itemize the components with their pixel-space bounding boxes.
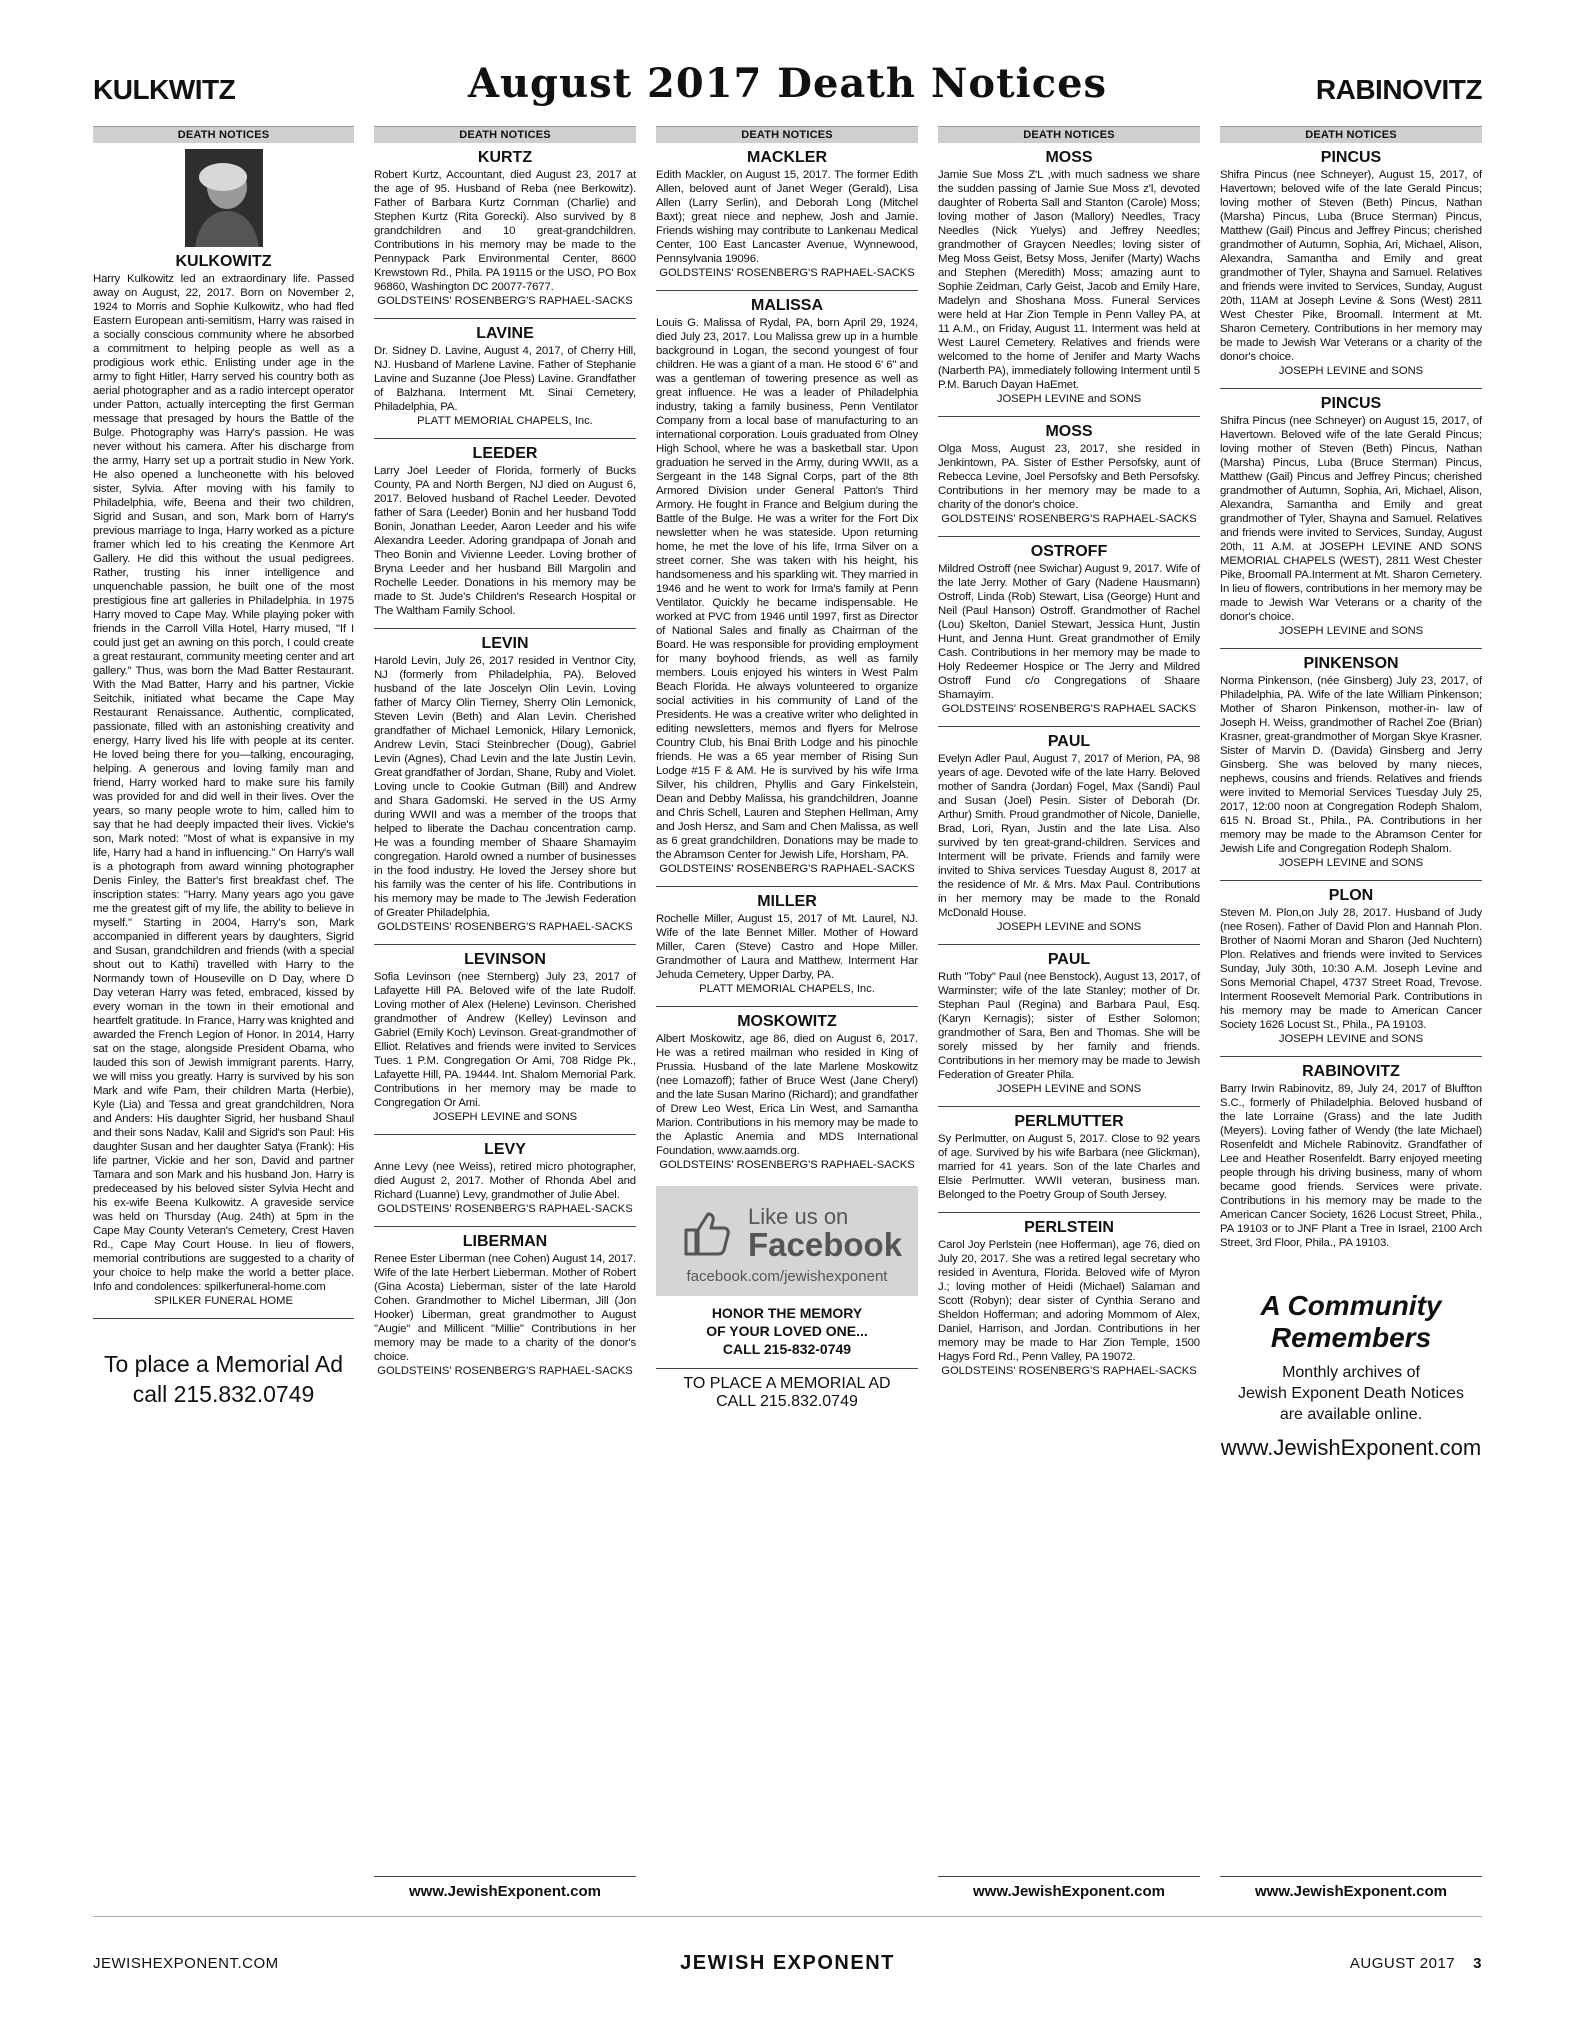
notice-name: PINKENSON — [1303, 655, 1399, 672]
notice-body: Anne Levy (nee Weiss), retired micro photographer, died August 2, 2017. Mother of Rhonda Abel and Richard (Luanne) Levy, grandmother of Julie Abel. — [374, 1161, 636, 1201]
divider — [374, 318, 636, 319]
funeral-home: JOSEPH LEVINE and SONS — [1278, 625, 1424, 637]
section-label: DEATH NOTICES — [93, 126, 354, 143]
community-url[interactable]: www.JewishExponent.com — [1220, 1435, 1482, 1460]
notice-body: Evelyn Adler Paul, August 7, 2017 of Merion, PA, 98 years of age. Devoted wife of the late Harry. Beloved mother of Sandra (Jordan) Fogel, Max (Sandi) Paul and Susan (Joel) Pesin. Sister of Deborah (Dr. Arthur) Smith. Proud grandmother of Nicole, Danielle, Brad, Lori, Ryan, Justin and the late Lisa. Also survived by ten great-grand-children. Services and Interment will be private. Friends and family were invited to Shiva services Tuesday August 8, 2017 at the residence of Mr. & Mrs. Max Paul. Contributions in her memory may be made to the Ronald McDonald House. — [938, 753, 1200, 919]
death-notice — [656, 1013, 918, 1172]
column-5 — [1220, 126, 1482, 1900]
footer-site: JEWISHEXPONENT.COM — [93, 1955, 279, 1972]
place-memorial-ad — [656, 1375, 918, 1411]
website-link[interactable]: www.JewishExponent.com — [973, 1883, 1165, 1900]
divider — [1220, 1056, 1482, 1057]
community-sub-line: Jewish Exponent Death Notices — [1238, 1385, 1464, 1402]
thumbs-up-icon — [682, 1206, 734, 1258]
facebook-like-text: Like us on — [748, 1204, 849, 1229]
funeral-home: GOLDSTEINS' ROSENBERG'S RAPHAEL-SACKS — [659, 1159, 915, 1171]
footer-publication: JEWISH EXPONENT — [680, 1952, 895, 1974]
death-notice — [938, 1113, 1200, 1202]
column-4 — [938, 126, 1200, 1900]
death-notice — [656, 149, 918, 280]
community-title-line: Remembers — [1270, 1322, 1432, 1353]
notice-body: Sy Perlmutter, on August 5, 2017. Close to 92 years of age. Survived by his wife Barbara (nee Glickman), married for 41 years. Son of the late Charles and Elsie Perlmutter. WWII veteran, business man. Belonged to the Poetry Group of South Jersey. — [938, 1133, 1200, 1201]
section-label: DEATH NOTICES — [1220, 126, 1482, 143]
funeral-home: GOLDSTEINS' ROSENBERG'S RAPHAEL SACKS — [941, 703, 1197, 715]
death-notice — [374, 325, 636, 428]
community-sub-line: Monthly archives of — [1282, 1364, 1420, 1381]
notice-body: Shifra Pincus (nee Schneyer) on August 15, 2017, of Havertown. Beloved wife of the late Gerald Pincus; loving mother of Steven (Beth) Pincus, Nathan (Marsha) Pincus, Luba (Bruce Sterman) Pincus, Matthew (Gail) Pincus and Jeffrey Pincus; cherished grandmother of Autumn, Sophia, Ari, Michael, Alison, Alexandra, Samantha and Emily and great grandmother of Tyler, Shayna and Samuel. Relatives and friends were invited to Services, Sunday, August 20th, 11 A.M. at JOSEPH LEVINE AND SONS MEMORIAL CHAPELS (WEST), 2811 West Chester Pike, Broomall PA.Interment at Mt. Sharon Cemetery. In lieu of flowers, contributions in her memory may be made to Jewish War Veterans or a charity of the donor's choice. — [1220, 415, 1482, 623]
notice-body: Harry Kulkowitz led an extraordinary life. Passed away on August, 22, 2017. Born on November 2, 1924 to Morris and Sophie Kulkowitz, who had fled Eastern European anti-semitism, Harry was raised in a socially conscious community where he absorbed a commitment to helping people as well as a prodigious work ethic. Enlisting under age in the army to fight Hitler, Harry served his country both as aerial photographer and as a radio intercept operator under Patton, actually intercepting the first German message that presaged by hours the Battle of the Bulge. Photography was Harry's passion. He was never without his camera. After his discharge from the army, Harry set up a portrait studio in New York. He also opened a luncheonette with his beloved sister, Sylvia. After moving with his family to Philadelphia, wife, Beena and their two children, Sigrid and Susan, and son, Mark born of Harry's previous marriage to Inga, Harry worked as a picture framer which led to his creating the Kenmore Art Gallery. He did this without the usual pedigrees. Rather, trusting his inner intelligence and unquenchable passion, he built one of the most prestigious fine art galleries in Philadelphia. In 1975 Harry moved to Cape May. While playing poker with friends in the Carroll Villa Hotel, Harry mused, "If I could just get an awning on this porch, I could create a great restaurant, community meeting center and art gallery." Thus, was born the Mad Batter Restaurant. With the Mad Batter, Harry and his partner, Vickie Seitchik, initiated what became the Cape May Restaurant Renaissance. Authentic, complicated, passionate, filled with an astonishing creativity and energy, Harry lived his life with people at its center. He loved being there for you—talking, encouraging, helping. A generous and loving family man and friend, Harry worked hard to make sure his family was provided for and did well in their lives. Over the years, so many people wrote to him, called him to say that he had deeply impacted their lives. Vickie's son, Mark noted: "Most of what is expansive in my life, Harry had a hand in influencing." On Harry's wall is a photograph from award winning photographer Denis Finley, the Batter's first breakfast chef. The inscription states: "Harry. Many years ago you gave me the greatest gift of my life, the ability to believe in myself." Starting in 2004, Harry's son, Mark accompanied in different years by daughters, Sigrid and Susan, grandchildren and friends (with a special shout out to Kathi) travelled with Harry to the Normandy town of Houseville on D Day, where D Day veteran Harry was feted, embraced, kissed by every woman in the town in their emotional and heartfelt gratitude. In France, Harry was knighted and awarded the French Legion of Honor. In 2014, Harry sat on the stage, alongside President Obama, who lauded this son of Jewish immigrant parents. Harry, we will miss you greatly. Harry is survived by his son Mark and wife Pam, their children Marta (Herbie), Kyle (Lia) and Tessa and great grandchildren, Nora and Anders: His daughter Sigrid, her husband Shaul and their sons Nadav, Kalil and Sigrid's son Paul: His daughter Susan and her daughter Satya (Frank): His life partner, Vickie and her son, David and partner Tamara and son Mark and his husband Jon. Harry is predeceased by his beloved sister Sylvia Hecht and his ex-wife Beena Kulkowitz. A graveside service was held on Thursday (Aug. 24th) at 5pm in the Cape May County Veteran's Cemetery, Crest Haven Rd., Cape May Court House. In lieu of flowers, memorial contributions are suggested to a charity of your choice to help make the world a better place. Info and condolences: spilkerfuneral-home.com — [93, 273, 354, 1293]
place-ad-line: TO PLACE A MEMORIAL AD — [683, 1375, 891, 1392]
funeral-home: JOSEPH LEVINE and SONS — [1278, 365, 1424, 377]
notice-name: PAUL — [1047, 951, 1091, 968]
death-notice — [938, 423, 1200, 526]
divider — [1220, 388, 1482, 389]
divider — [938, 416, 1200, 417]
death-notice — [374, 445, 636, 618]
divider — [374, 628, 636, 629]
column-3 — [656, 126, 918, 1900]
divider — [938, 536, 1200, 537]
memorial-ad — [93, 1349, 354, 1409]
notice-body: Rochelle Miller, August 15, 2017 of Mt. Laurel, NJ. Wife of the late Bennet Miller. Mother of Howard Miller, Caren (Steve) Castro and Hope Miller. Grandmother of Laura and Matthew. Interment Har Jehuda Cemetery, Upper Darby, PA. — [656, 913, 918, 981]
notice-name: PAUL — [1047, 733, 1091, 750]
notice-body: Albert Moskowitz, age 86, died on August 6, 2017. He was a retired mailman who resided in King of Prussia. Husband of the late Marlene Moskowitz (nee Lomazoff); father of Bruce West (Jane Cheryl) and the late Susan Marino (Richard); and grandfather of Drew Leo West, Erica Lin West, and Samantha Marion. Contributions in his memory may be made to the Aplastic Anemia and MDS International Foundation, www.aamds.org. — [656, 1033, 918, 1157]
funeral-home: JOSEPH LEVINE and SONS — [996, 921, 1142, 933]
funeral-home: GOLDSTEINS' ROSENBERG'S RAPHAEL-SACKS — [941, 1365, 1197, 1377]
death-notice — [1220, 395, 1482, 638]
notice-name: PINCUS — [1320, 395, 1382, 412]
header-left-name: KULKWITZ — [93, 74, 236, 105]
divider — [374, 1226, 636, 1227]
honor-phone: CALL 215-832-0749 — [722, 1341, 852, 1357]
divider — [93, 1318, 354, 1319]
death-notice — [374, 1141, 636, 1216]
divider — [938, 726, 1200, 727]
funeral-home: JOSEPH LEVINE and SONS — [1278, 1033, 1424, 1045]
funeral-home: GOLDSTEINS' ROSENBERG'S RAPHAEL-SACKS — [377, 1365, 633, 1377]
memorial-ad-line: To place a Memorial Ad — [103, 1351, 344, 1377]
divider — [374, 1134, 636, 1135]
notice-body: Carol Joy Perlstein (nee Hofferman), age 76, died on July 20, 2017. She was a retired legal secretary who resided in Aventura, Florida. Beloved wife of Myron J.; loving mother of Heidi (Michael) Salaman and Scott (Robyn); dear sister of Cynthia Serano and Sheldon Hofferman; and adoring Mommom of Alex, Daniel, Harrison, and Jordan. Contributions in her memory may be made to Har Zion Temple, 1500 Hagys Ford Rd., Penn Valley, PA 19072. — [938, 1239, 1200, 1363]
notice-name: PINCUS — [1320, 149, 1382, 166]
community-remembers-ad — [1220, 1290, 1482, 1461]
portrait-photo — [185, 149, 263, 247]
death-notice — [93, 253, 354, 1308]
notice-body: Harold Levin, July 26, 2017 resided in Ventnor City, NJ (formerly from Philadelphia, PA). Beloved husband of the late Joscelyn Olin Levin. Loving father of Marcy Olin Tierney, Sherry Olin Lemonick, Steven Levin (Beth) and Alan Levin. Cherished grandfather of Michael Lemonick, Hilary Lemonick, Andrew Levin, Staci Steinbrecher (Doug), Gabriel Levin (Agnes), Chad Levin and the late Justin Levin. Great grandfather of Jordan, Shane, Ruby and Violet. Loving uncle to Cookie Gutman (Bill) and Andrew and Shara Gadomski. He served in the US Army during WWII and was a member of the troops that helped to liberate the Dachau concentration camp. He was a founding member of Shaare Shamayim congregation. Harold owned a number of businesses in the food industry. He loved the Jersey shore but his family was the center of his life. Contributions in his memory may be made to The Jewish Federation of Greater Philadelphia. — [374, 655, 636, 919]
notice-body: Mildred Ostroff (nee Swichar) August 9, 2017. Wife of the late Jerry. Mother of Gary (Nadene Hausmann) Ostroff, Linda (Rob) Stewart, Lisa (George) Hunt and Neil (Paul Hanson) Ostroff. Grandmother of Rachel (Lou) Skelton, Daniel Stewart, Jessica Hunt, Justin Hunt, and Jenna Hunt. Great grandmother of Emily Cash. Contributions in her memory may be made to Holy Redeemer Hospice or The Jerry and Mildred Ostroff Fund c/o Congregations of Shaare Shamayim. — [938, 563, 1200, 701]
death-notice — [1220, 655, 1482, 870]
death-notice — [1220, 1063, 1482, 1250]
divider — [938, 944, 1200, 945]
notice-body: Ruth "Toby" Paul (nee Benstock), August 13, 2017, of Warminster; wife of the late Stanley; mother of Dr. Stephan Paul (Regina) and Barbara Paul, Esq. (Karyn Kernagis); sister of Esther Solomon; grandmother of Sara, Ben and Thomas. She will be sorely missed by her family and friends. Contributions in her memory may be made to Jewish Federation of Greater Phila. — [938, 971, 1200, 1081]
notice-name: KULKOWITZ — [175, 253, 272, 270]
community-title-line: A Community — [1260, 1290, 1442, 1321]
funeral-home: GOLDSTEINS' ROSENBERG'S RAPHAEL-SACKS — [659, 267, 915, 279]
death-notice — [374, 951, 636, 1124]
notice-body: Larry Joel Leeder of Florida, formerly of Bucks County, PA and North Bergen, NJ died on August 6, 2017. Beloved husband of Rachel Leeder. Devoted father of Sara (Leeder) Bonin and her husband Todd Bonin, Jonathan Leeder, Aaron Leeder and his wife Alexandra Leeder. Adoring grandpapa of Jonah and Theo Bonin and Vivienne Leeder. Loving brother of Bryna Leeder and her husband Bill Margolin and Rochelle Leeder. Donations in his memory may be made to St. Jude's Children's Research Hospital or The Waltham Family School. — [374, 465, 636, 617]
death-notice — [938, 543, 1200, 716]
funeral-home: JOSEPH LEVINE and SONS — [432, 1111, 578, 1123]
website-link[interactable]: www.JewishExponent.com — [409, 1883, 601, 1900]
funeral-home: SPILKER FUNERAL HOME — [154, 1295, 293, 1307]
notice-name: RABINOVITZ — [1302, 1063, 1400, 1080]
death-notice — [374, 149, 636, 308]
notice-name: MOSS — [1045, 423, 1093, 440]
facebook-url[interactable]: facebook.com/jewishexponent — [686, 1268, 888, 1285]
notice-body: Norma Pinkenson, (née Ginsberg) July 23, 2017, of Philadelphia, PA. Wife of the late William Pinkenson; Mother of Sharon Pinkenson, mother-in- law of Joseph H. Weiss, grandmother of Rachel Zoe (Brian) Krasner, great-grandmother of Morgan Skye Krasner. Sister of Marvin D. (Davida) Ginsberg and Jerry Ginsberg. She was beloved by many nieces, nephews, cousins and friends. Relatives and friends were invited to Memorial Services Tuesday July 25, 2017, 12:00 noon at Congregation Rodeph Shalom, 615 N. Broad St., Phila., PA. Contributions in her memory may be made to the Abramson Center for Jewish Life and Congregation Rodeph Shalom. — [1220, 675, 1482, 855]
memorial-ad-phone: call 215.832.0749 — [132, 1381, 315, 1407]
divider — [1220, 880, 1482, 881]
notice-body: Robert Kurtz, Accountant, died August 23, 2017 at the age of 95. Husband of Reba (nee Berkowitz). Father of Barbara Kurtz Cornman (Charlie) and Stephen Kurtz (Rita Gorecki). Also survived by 8 grandchildren and 10 great-grandchildren. Contributions in his memory may be made to the Pennypack Park Environmental Center, 8600 Krewstown Rd., Phila. PA 19115 or the USO, PO Box 96860, Washington DC 20077-7677. — [374, 169, 636, 293]
honor-line: HONOR THE MEMORY — [711, 1305, 863, 1321]
notice-name: MOSS — [1045, 149, 1093, 166]
website-link[interactable]: www.JewishExponent.com — [1255, 1883, 1447, 1900]
notice-name: LEVY — [484, 1141, 526, 1158]
notice-body: Louis G. Malissa of Rydal, PA, born April 29, 1924, died July 23, 2017. Lou Malissa grew up in a humble background in Logan, the second youngest of four children. He was a giant of a man. He stood 6' 6" and was a gentleman of towering presence as well as great influence. He was a leader of Philadelphia industry, taking a family business, Penn Ventilator Company from a local base of manufacturing to an international corporation. Louis graduated from Olney High School, where he was a basketball star. Upon graduation he served in the Army, during WWII, as a Sergeant in the 148 Signal Corps, part of the 8th Armored Division under General Patton's Third Armory. He fought in France and Belgium during the Battle of the Bulge. He was a writer for the Fort Dix newsletter when he was stateside. Upon returning home, he met the love of his life, Irma Silver on a street corner. She was taken with his height, his handsomeness and his sparkling wit. They married in 1946 and he went to work for Irma's family at Penn Ventilator. Quickly he became indispensable. He worked at PVC from 1946 until 1997, first as Director of National Sales and finally as Chairman of the Board. He was responsible for providing employment for many boyhood friends, as well as family members. Louis enjoyed his winters in West Palm Beach Florida. He always volunteered to organize social activities in his community of Land of the Presidents. He was a creative writer who delighted in editing newsletters, memos and flyers for Melrose Country Club, his Bnai Brith Lodge and his pinochle friends. He was a 65 year member of Rising Sun Lodge #15 F & AM. He is survived by his wife Irma Silver, his children, Phyllis and Gary Finkelstein, Dean and Debby Malissa, his grandchildren, Joanne and Chris Schell, Lauren and Stephen Hellman, Amy and Josh Hersz, and Sam and Chen Malissa, as well as 6 great grandchildren. Donations may be made to the Abramson Center for Jewish Life, Horsham, PA. — [656, 317, 918, 861]
notice-name: LEEDER — [472, 445, 538, 462]
funeral-home: JOSEPH LEVINE and SONS — [996, 393, 1142, 405]
notice-body: Barry Irwin Rabinovitz, 89, July 24, 2017 of Bluffton S.C., formerly of Philadelphia. Beloved husband of the late Lorraine (Grass) and the late Judith (Meyers). Loving father of Wendy (the late Michael) Rosenfeldt and Michele Rabinovitz. Grandfather of Lee and Heather Rosenfeldt. Barry enjoyed meeting people through his driving business, many of whom became good friends. Services were private. Contributions in his memory may be made to the American Cancer Society, 1626 Locust Street, Phila., PA 19103 or to JNF Plant a Tree in Israel, 2100 Arch Street, 3rd Floor, Phila., PA 19103. — [1220, 1083, 1482, 1249]
notice-name: LAVINE — [476, 325, 534, 342]
divider — [656, 1006, 918, 1007]
section-label: DEATH NOTICES — [656, 126, 918, 143]
honor-line: OF YOUR LOVED ONE... — [706, 1323, 868, 1339]
death-notice — [938, 733, 1200, 934]
section-label: DEATH NOTICES — [374, 126, 636, 143]
divider — [656, 886, 918, 887]
death-notice — [938, 1219, 1200, 1378]
page-title: August 2017 Death Notices — [467, 60, 1108, 107]
notice-name: PERLSTEIN — [1024, 1219, 1114, 1236]
notice-name: MACKLER — [747, 149, 827, 166]
death-notice — [1220, 887, 1482, 1046]
divider — [938, 1212, 1200, 1213]
footer-divider — [93, 1916, 1482, 1917]
death-notice — [938, 951, 1200, 1096]
footer-date-page — [1350, 1955, 1482, 1972]
death-notice — [938, 149, 1200, 406]
place-ad-phone: CALL 215.832.0749 — [716, 1393, 858, 1410]
divider — [1220, 648, 1482, 649]
section-label: DEATH NOTICES — [938, 126, 1200, 143]
death-notice — [656, 297, 918, 876]
notice-name: MALISSA — [751, 297, 823, 314]
notice-name: LEVIN — [481, 635, 529, 652]
page-number: 3 — [1473, 1955, 1482, 1972]
footer-month: AUGUST 2017 — [1349, 1955, 1456, 1972]
divider — [938, 1106, 1200, 1107]
funeral-home: JOSEPH LEVINE and SONS — [1278, 857, 1424, 869]
notice-body: Sofia Levinson (nee Sternberg) July 23, 2017 of Lafayette Hill PA. Beloved wife of the late Rudolf. Loving mother of Alex (Helene) Levinson. Cherished grandmother of Andrew (Kelley) Levinson and Gabriel (Emily Koch) Levinson. Great-grandmother of Elliot. Relatives and friends were invited to Services Tues. 1 P.M. Congregation Or Ami, 708 Ridge Pk., Lafayette Hill, PA. 19444. Int. Shalom Memorial Park. Contributions in her memory may be made to Congregation Or Ami. — [374, 971, 636, 1109]
notice-body: Shifra Pincus (nee Schneyer), August 15, 2017, of Havertown; beloved wife of the late Gerald Pincus; loving mother of Steven (Beth) Pincus, Nathan (Marsha) Pincus, Luba (Bruce Sterman) Pincus, Matthew (Gail) Pincus and Jeffrey Pincus; cherished grandmother of Autumn, Sophia, Ari, Michael, Alison, Alexandra, Samantha and Emily and great grandmother of Tyler, Shayna and Samuel. Relatives and friends were invited to Services, Sunday, August 20th, 11AM at Joseph Levine & Sons (West) 2811 West Chester Pike, Broomall. Interment at Mt. Sharon Cemetery. Contributions in her memory may be made to Jewish War Veterans or a charity of the donor's choice. — [1220, 169, 1482, 363]
death-notice — [374, 1233, 636, 1378]
notice-name: LEVINSON — [464, 951, 546, 968]
funeral-home: PLATT MEMORIAL CHAPELS, Inc. — [699, 983, 875, 995]
death-notice — [1220, 149, 1482, 378]
divider — [656, 290, 918, 291]
notice-body: Dr. Sidney D. Lavine, August 4, 2017, of Cherry Hill, NJ. Husband of Marlene Lavine. Father of Stephanie Lavine and Suzanne (Joe Pless) Lavine. Grandfather of Balzhana. Interment Mt. Sinai Cemetery, Philadelphia, PA. — [374, 345, 636, 413]
column-2 — [374, 126, 636, 1900]
funeral-home: GOLDSTEINS' ROSENBERG'S RAPHAEL-SACKS — [659, 863, 915, 875]
divider — [374, 944, 636, 945]
death-notice — [374, 635, 636, 934]
notice-name: PLON — [1328, 887, 1374, 904]
divider — [374, 438, 636, 439]
notice-name: MOSKOWITZ — [737, 1013, 837, 1030]
facebook-brand: Facebook — [748, 1226, 903, 1263]
column-1 — [93, 126, 354, 1900]
notice-body: Edith Mackler, on August 15, 2017. The former Edith Allen, beloved aunt of Janet Weger (Gerald), Lisa Allen (Larry Serlin), and Deborah Long (Mitchel Baxt); great niece and nephew, Josh and Jamie. Friends wishing may contribute to Lankenau Medical Center, 100 East Lancaster Avenue, Wynnewood, Pennsylvania 19096. — [656, 169, 918, 265]
notice-name: KURTZ — [477, 149, 533, 166]
facebook-promo[interactable] — [656, 1186, 918, 1296]
funeral-home: JOSEPH LEVINE and SONS — [996, 1083, 1142, 1095]
funeral-home: PLATT MEMORIAL CHAPELS, Inc. — [417, 415, 593, 427]
honor-memory-ad — [656, 1304, 918, 1358]
funeral-home: GOLDSTEINS' ROSENBERG'S RAPHAEL-SACKS — [377, 1203, 633, 1215]
notice-body: Renee Ester Liberman (nee Cohen) August 14, 2017. Wife of the late Herbert Lieberman. Mother of Robert (Gina Acosta) Lieberman, sister of the late Harold Cohen. Grandmother to Michel Liberman, Jill (Jon Hooker) Liberman, great grandmother to August "Augie" and Millicent "Millie" Contributions in her memory may be made to a charity of the donor's choice. — [374, 1253, 636, 1363]
header-right-name: RABINOVITZ — [1315, 74, 1482, 105]
death-notice — [656, 893, 918, 996]
funeral-home: GOLDSTEINS' ROSENBERG'S RAPHAEL-SACKS — [941, 513, 1197, 525]
notice-body: Olga Moss, August 23, 2017, she resided in Jenkintown, PA. Sister of Esther Persofsky, aunt of Rebecca Levine, Joel Persofsky and Beth Persofsky. Contributions in her memory may be made to a charity of the donor's choice. — [938, 443, 1200, 511]
funeral-home: GOLDSTEINS' ROSENBERG'S RAPHAEL-SACKS — [377, 295, 633, 307]
notice-body: Jamie Sue Moss Z'L ,with much sadness we share the sudden passing of Jamie Sue Moss z'l, devoted daughter of Roberta Sall and Stanton (Carole) Moss; loving mother of Jason (Mallory) Needles, Tracy Needles (Nick Yuelys) and Jeffrey Needles; grandmother of Graycen Needles; loving sister of Meg Moss Geist, Betsy Moss, Jenifer (Marty) Wachs and Stephen (Meredith) Moss; amazing aunt to Sophie Zeidman, Carly Geist, Jacob and Emily Hare, Madelyn and Shoshana Moss. Funeral Services were held at Har Zion Temple in Penn Valley PA, at 11 A.M., on Friday, August 11. Interment was held at West Laurel Cemetery. Relatives and friends were welcomed to the home of Jenifer and Marty Wachs (Narberth PA), immediately following Interment until 5 P.M. Baruch Dayan HaEmet. — [938, 169, 1200, 391]
divider — [656, 1368, 918, 1369]
notice-name: LIBERMAN — [462, 1233, 548, 1250]
funeral-home: GOLDSTEINS' ROSENBERG'S RAPHAEL-SACKS — [377, 921, 633, 933]
community-sub-line: are available online. — [1279, 1406, 1423, 1423]
notice-name: MILLER — [757, 893, 817, 910]
notice-name: OSTROFF — [1030, 543, 1108, 560]
notice-body: Steven M. Plon,on July 28, 2017. Husband of Judy (nee Rosen). Father of David Plon and Hannah Plon. Brother of Naomi Moran and Sharon (Jed Nuchtern) Plon. Relatives and friends were invited to Services Sunday, July 30th, 10:30 A.M. Joseph Levine and Sons Memorial Chapel, 4737 Street Road, Trevose. Interment Roosevelt Memorial Park. Contributions in his memory may be made to American Cancer Society 1626 Locust St., Phila., PA 19103. — [1220, 907, 1482, 1031]
notice-name: PERLMUTTER — [1014, 1113, 1124, 1130]
